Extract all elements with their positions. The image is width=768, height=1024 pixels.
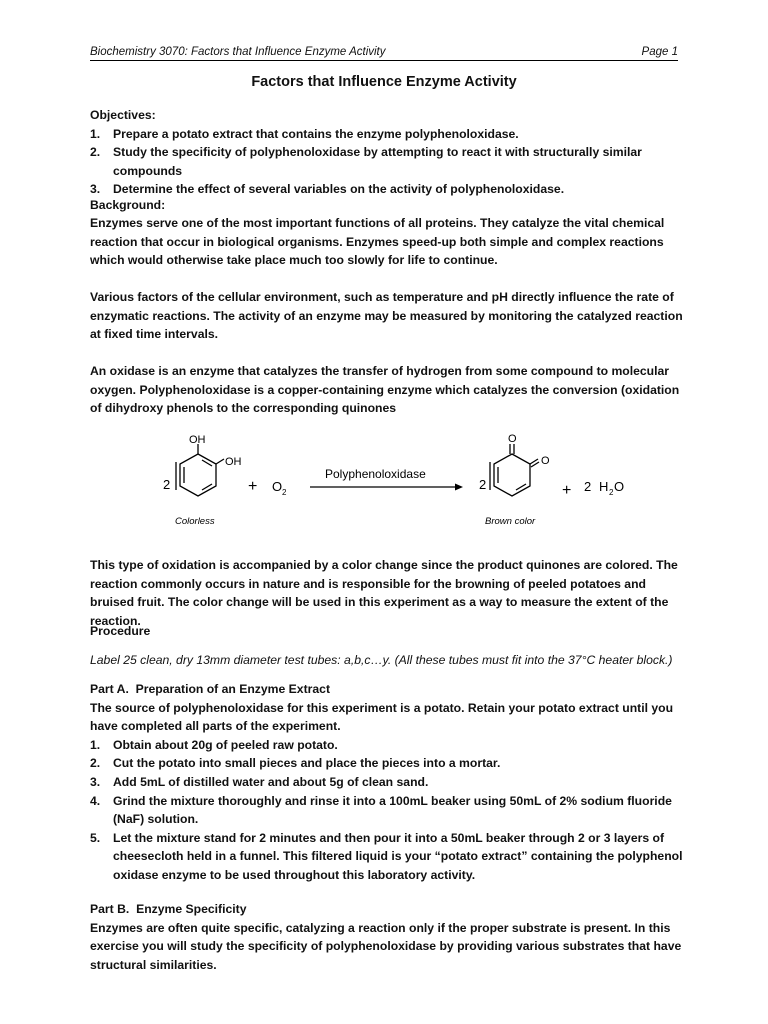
oxygen-symbol: O <box>272 479 283 494</box>
part-a-section <box>90 680 688 885</box>
brown-color-label: Brown color <box>485 516 536 527</box>
carbonyl-label-top: O <box>508 433 517 445</box>
step-item: 2. Cut the potato into small pieces and place the pieces into a mortar. <box>90 756 501 771</box>
water-subscript: 2 <box>609 488 614 497</box>
hydroxyl-label-side: OH <box>225 456 242 468</box>
part-b-heading <box>90 900 688 919</box>
part-a-title: Preparation of an Enzyme Extract <box>135 682 331 696</box>
background-paragraph-2: Various factors of the cellular environment, such as temperature and pH directly influence the rate of enzymatic reactions. The activity of an enzyme may be measured by monitoring the catalyzed reaction at fixed time intervals. <box>90 290 683 342</box>
running-header <box>90 46 678 61</box>
carbonyl-label-side: O <box>541 455 550 467</box>
objectives-heading: Objectives: <box>90 108 156 122</box>
oxygen-subscript: 2 <box>282 488 287 497</box>
water-hydrogen: H <box>599 479 609 494</box>
step-item: 3. Add 5mL of distilled water and about 5g of clean sand. <box>90 774 429 789</box>
catechol-structure <box>176 444 224 496</box>
part-a-intro: The source of polyphenoloxidase for this experiment is a potato. Retain your potato extract until you have completed all parts of the experiment. <box>90 700 674 734</box>
document-title: Factors that Influence Enzyme Activity <box>251 74 517 90</box>
after-reaction-paragraph: This type of oxidation is accompanied by a color change since the product quinones are colored. The reaction commonly occurs in nature and is responsible for the browning of peeled potatoes and bruised fruit. The color change will be used in this experiment as a way to measure the extent of the reaction. <box>90 558 678 628</box>
part-a-label: Part A. <box>90 682 129 696</box>
label-tubes-note: Label 25 clean, dry 13mm diameter test tubes: a,b,c…y. (All these tubes must fit into the 37°C heater block.) <box>90 653 673 667</box>
enzyme-label: Polyphenoloxidase <box>325 467 426 481</box>
procedure-heading: Procedure <box>90 624 151 638</box>
plus-sign: + <box>562 482 572 499</box>
colorless-label: Colorless <box>175 516 215 527</box>
header-course: Biochemistry 3070: Factors that Influence Enzyme Activity <box>90 46 386 58</box>
background-heading: Background: <box>90 198 166 212</box>
background-paragraph-3: An oxidase is an enzyme that catalyzes the transfer of hydrogen from some compound to molecular oxygen. Polyphenoloxidase is a copper-containing enzyme which catalyzes the conversion (oxidation of dihydroxy phenols to the corresponding quinones <box>90 364 680 416</box>
part-a-steps <box>90 736 688 885</box>
plus-sign: + <box>248 478 258 495</box>
objectives-list <box>90 125 688 199</box>
water-oxygen: O <box>614 479 625 494</box>
objective-item: 3. Determine the effect of several variables on the activity of polyphenoloxidase. <box>90 182 565 197</box>
objective-item: 2. Study the specificity of polyphenoloxidase by attempting to react it with structurally similar compounds <box>90 145 642 178</box>
reactant-coefficient: 2 <box>163 477 171 492</box>
part-a-heading <box>90 680 688 699</box>
part-b-title: Enzyme Specificity <box>136 902 247 916</box>
step-item: 5. Let the mixture stand for 2 minutes and then pour it into a 50mL beaker through 2 or 3 layers of cheesecloth held in a funnel. This filtered liquid is your “potato extract” containing the polyphenol oxidase enzyme to be used throughout this laboratory activity. <box>90 830 683 882</box>
background-paragraph-1: Enzymes serve one of the most important functions of all proteins. They catalyze the vital chemical reaction that occur in biological organisms. Enzymes speed-up both simple and complex reactions which would otherwise take place much too slowly for life to continue. <box>90 216 665 268</box>
reaction-arrow <box>310 484 463 491</box>
objective-item: 1. Prepare a potato extract that contains the enzyme polyphenoloxidase. <box>90 126 519 141</box>
oxidation-reaction-diagram <box>150 428 710 532</box>
quinone-structure <box>490 444 539 496</box>
objectives-section <box>90 106 688 199</box>
header-page-number: Page 1 <box>641 46 678 58</box>
part-b-label: Part B. <box>90 902 130 916</box>
product-coefficient: 2 <box>479 477 487 492</box>
water-coefficient: 2 <box>584 479 592 494</box>
part-b-intro: Enzymes are often quite specific, catalyzing a reaction only if the proper substrate is present. In this exercise you will study the specificity of polyphenoloxidase by providing various substrates that have structural similarities. <box>90 920 682 972</box>
part-b-section <box>90 900 688 974</box>
hydroxyl-label-top: OH <box>189 434 206 446</box>
step-item: 4. Grind the mixture thoroughly and rinse it into a 100mL beaker using 50mL of 2% sodium fluoride (NaF) solution. <box>90 793 672 827</box>
step-item: 1. Obtain about 20g of peeled raw potato. <box>90 737 338 752</box>
